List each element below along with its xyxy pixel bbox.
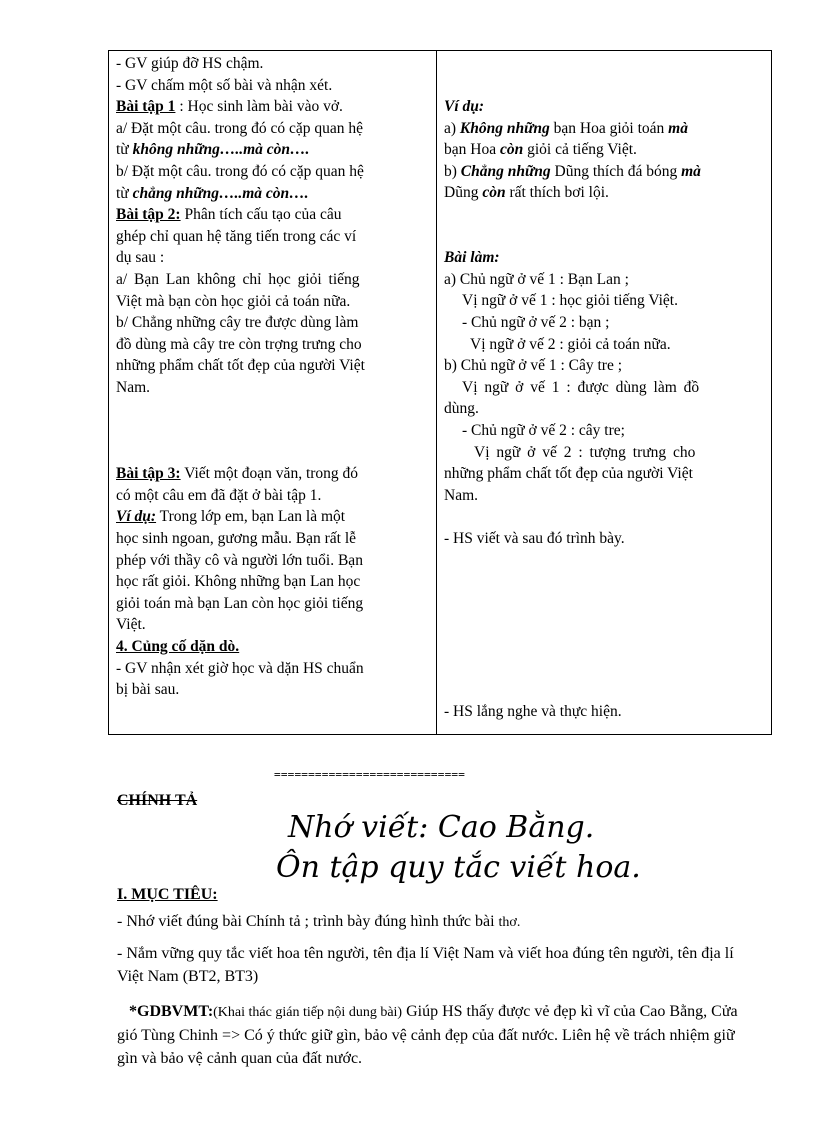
- work-line: những phẩm chất tốt đẹp của người Việt: [444, 465, 693, 483]
- exercise-3-text: Viết một đoạn văn, trong đó: [180, 465, 359, 483]
- consolidation-label: 4. Củng cố dặn dò.: [116, 638, 240, 656]
- left-line: b/ Đặt một câu. trong đó có cặp quan hệ: [116, 162, 364, 180]
- example-a-line: [444, 118, 766, 140]
- left-line: Việt mà bạn còn học giỏi cả toán nữa.: [116, 292, 351, 310]
- left-text: từ: [116, 184, 133, 202]
- conjunction: còn: [499, 141, 524, 159]
- example-b-line2: [444, 182, 766, 204]
- exercise-1-line: [116, 96, 428, 118]
- example-b-line: [444, 161, 766, 183]
- exercise-2-text: Phân tích cấu tạo của câu: [180, 206, 342, 224]
- exercise-3-line: [116, 463, 428, 485]
- work-line: Vị ngữ ở vế 1 : học giỏi tiếng Việt.: [462, 292, 678, 310]
- objective-1-tail: thơ.: [498, 915, 521, 930]
- left-line: phép với thầy cô và người lớn tuổi. Bạn: [116, 551, 363, 569]
- right-text: a): [444, 119, 460, 137]
- right-text: bạn Hoa giỏi toán: [549, 119, 669, 137]
- left-line: [116, 183, 428, 205]
- example-heading: Ví dụ:: [444, 98, 485, 115]
- left-line: đồ dùng mà cây tre còn trợng trưng cho: [116, 335, 362, 353]
- exercise-3-label: Bài tập 3:: [116, 465, 181, 483]
- lesson-title-line2: Ôn tập quy tắc viết hoa.: [276, 850, 641, 885]
- work-line: Nam.: [444, 486, 479, 504]
- conjunction-pair: không những…..mà còn….: [132, 141, 310, 159]
- work-line: Vị ngữ ở vế 2 : giỏi cả toán nữa.: [470, 335, 671, 353]
- gdbvmt-note: (Khai thác gián tiếp nội dung bài): [213, 1005, 403, 1020]
- right-text: bạn Hoa: [444, 141, 500, 159]
- left-line: có một câu em đã đặt ở bài tập 1.: [116, 486, 322, 504]
- gdbvmt-label: *GDBVMT:: [129, 1003, 214, 1020]
- work-line: Vị ngữ ở vế 2 : tượng trưng cho: [474, 443, 696, 461]
- example-label: Ví dụ:: [116, 508, 157, 526]
- table-column-divider: [436, 50, 437, 735]
- left-line: học rất giỏi. Không những bạn Lan học: [116, 573, 361, 591]
- left-line: Việt.: [116, 616, 146, 634]
- objective-1-text: - Nhớ viết đúng bài Chính tả ; trình bày đúng hình thức bài: [117, 913, 499, 930]
- example-text: Trong lớp em, bạn Lan là một: [156, 508, 346, 526]
- work-line: Vị ngữ ở vế 1 : được dùng làm đồ: [462, 378, 700, 396]
- separator-line: ============================: [274, 768, 466, 781]
- hs-listen-line: - HS lắng nghe và thực hiện.: [444, 702, 622, 720]
- table-right-column: [444, 96, 766, 722]
- work-line: b) Chủ ngữ ở vế 1 : Cây tre ;: [444, 357, 623, 375]
- objective-1: [117, 910, 747, 934]
- lesson-title-line1: Nhớ viết: Cao Bằng.: [288, 810, 595, 845]
- left-line: những phẩm chất tốt đẹp của người Việt: [116, 357, 365, 375]
- work-heading: Bài làm:: [444, 249, 500, 267]
- example-line: [116, 506, 428, 528]
- left-line: dụ sau :: [116, 249, 165, 267]
- objectives-heading: I. MỤC TIÊU:: [117, 886, 218, 903]
- left-line: bị bài sau.: [116, 681, 180, 699]
- gdbvmt-text: Giúp HS thấy được vẻ đẹp kì vĩ của Cao Bằng, Cửa gió Tùng Chinh => Có ý thức giữ gìn, bảo vệ cảnh đẹp của đất nước. Liên hệ về trách nhiệm giữ gìn và bảo vệ cảnh quan của đất nước.: [117, 1003, 738, 1067]
- hs-write-line: - HS viết và sau đó trình bày.: [444, 529, 625, 547]
- exercise-1-label: Bài tập 1: [116, 98, 176, 116]
- work-line: - Chủ ngữ ở vế 2 : bạn ;: [462, 313, 610, 331]
- conjunction: Không những: [459, 119, 550, 137]
- right-text: rất thích bơi lội.: [505, 184, 609, 202]
- objective-2: - Nắm vững quy tắc viết hoa tên người, tên địa lí Việt Nam và viết hoa đúng tên người, tên địa lí Việt Nam (BT2, BT3): [117, 945, 734, 985]
- left-line: - GV giúp đỡ HS chậm.: [116, 55, 264, 72]
- exercise-1-text: : Học sinh làm bài vào vở.: [175, 98, 343, 116]
- work-line: a) Chủ ngữ ở vế 1 : Bạn Lan ;: [444, 270, 629, 288]
- left-line: [116, 139, 428, 161]
- work-line: - Chủ ngữ ở vế 2 : cây tre;: [462, 421, 625, 439]
- left-line: - GV chấm một số bài và nhận xét.: [116, 76, 333, 94]
- conjunction-pair: chẳng những…..mà còn….: [132, 184, 309, 202]
- left-line: ghép chỉ quan hệ tăng tiến trong các ví: [116, 227, 357, 245]
- right-text: Dũng thích đá bóng: [550, 162, 682, 180]
- left-line: giỏi toán mà bạn Lan còn học giỏi tiếng: [116, 594, 364, 612]
- left-line: Nam.: [116, 378, 151, 396]
- example-a-line2: [444, 139, 766, 161]
- conjunction: còn: [482, 184, 506, 202]
- left-line: a/ Bạn Lan không chỉ học giỏi tiếng: [116, 270, 360, 288]
- left-line: - GV nhận xét giờ học và dặn HS chuẩn: [116, 659, 364, 677]
- right-text: Dũng: [444, 184, 483, 202]
- table-left-column: [116, 53, 428, 701]
- left-line: học sinh ngoan, gương mẫu. Bạn rất lễ: [116, 530, 357, 548]
- left-text: từ: [116, 141, 133, 159]
- right-text: giỏi cả tiếng Việt.: [523, 141, 637, 159]
- exercise-2-line: [116, 204, 428, 226]
- left-line: b/ Chẳng những cây tre được dùng làm: [116, 314, 359, 332]
- work-line: dùng.: [444, 400, 479, 418]
- right-text: b): [444, 162, 461, 180]
- consolidation-line: [116, 636, 428, 658]
- conjunction: Chẳng những: [460, 162, 551, 180]
- gdbvmt-paragraph: [117, 1000, 747, 1070]
- conjunction: mà: [681, 162, 701, 180]
- conjunction: mà: [668, 119, 688, 137]
- section-title: CHÍNH TẢ: [117, 792, 198, 809]
- exercise-2-label: Bài tập 2:: [116, 206, 181, 224]
- left-line: a/ Đặt một câu. trong đó có cặp quan hệ: [116, 119, 364, 137]
